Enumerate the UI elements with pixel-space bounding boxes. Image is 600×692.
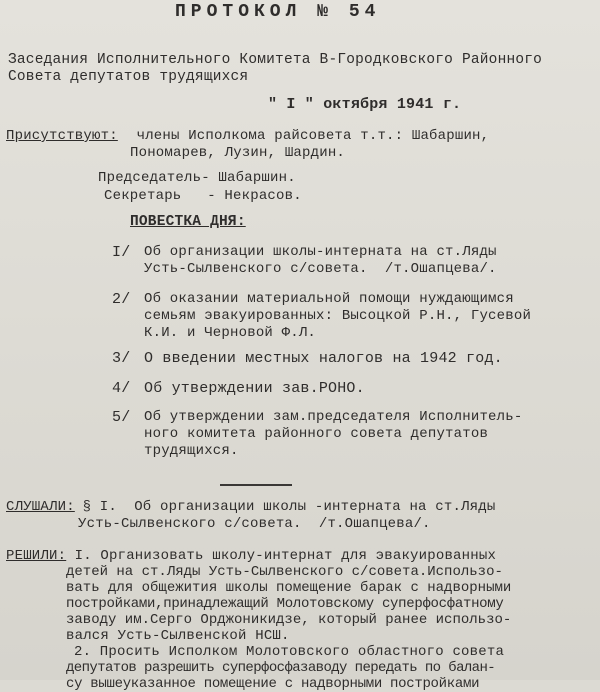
- secretary: Секретарь - Некрасов.: [104, 188, 302, 204]
- decided-line-6: вался Усть-Сылвенской НСШ.: [66, 628, 290, 644]
- agenda-item-2-line-3: К.И. и Черновой Ф.Л.: [144, 325, 317, 341]
- agenda-item-5-num: 5/: [112, 409, 131, 426]
- chairman: Председатель- Шабаршин.: [98, 170, 296, 186]
- attendance-line-1: члены Исполкома райсовета т.т.: Шабаршин,: [128, 128, 490, 144]
- protocol-title: ПРОТОКОЛ № 54: [175, 2, 381, 22]
- agenda-item-5-line-3: трудящихся.: [144, 443, 239, 459]
- decided-line-1: I. Организовать школу-интернат для эвакуированных: [66, 548, 497, 564]
- agenda-item-3-num: 3/: [112, 350, 131, 367]
- agenda-item-1-num: I/: [112, 244, 131, 261]
- decided-line-8: депутатов разрешить суперфосфазаводу передать по балан-: [66, 660, 496, 676]
- agenda-item-4-line-1: Об утверждении зав.РОНО.: [144, 380, 365, 397]
- heard-label: СЛУШАЛИ:: [6, 499, 75, 515]
- attendance-label: Присутствуют:: [6, 128, 118, 144]
- agenda-item-3-line-1: О введении местных налогов на 1942 год.: [144, 350, 503, 367]
- section-divider: [220, 484, 292, 486]
- meeting-date: " I " октября 1941 г.: [268, 96, 462, 113]
- decided-label: РЕШИЛИ:: [6, 548, 67, 564]
- decided-line-3: вать для общежития школы помещение барак с надворными: [66, 580, 512, 596]
- agenda-item-2-num: 2/: [112, 291, 131, 308]
- agenda-item-2-line-1: Об оказании материальной помощи нуждающимся: [144, 291, 514, 307]
- heard-line-1: § I. Об организации школы -интерната на ст.Ляды: [74, 499, 496, 515]
- agenda-item-1-line-1: Об организации школы-интерната на ст.Ляды: [144, 244, 497, 260]
- attendance-line-2: Пономарев, Лузин, Шардин.: [130, 145, 346, 161]
- subtitle-line-1: Заседания Исполнительного Комитета В-Городковского Районного: [8, 52, 543, 68]
- agenda-item-1-line-2: Усть-Сылвенского с/совета. /т.Ошапцева/.: [144, 261, 497, 277]
- agenda-item-4-num: 4/: [112, 380, 131, 397]
- subtitle-line-2: Совета депутатов трудящихся: [8, 69, 249, 85]
- decided-line-9: су вышеуказанное помещение с надворными постройками: [66, 676, 480, 692]
- agenda-item-5-line-2: ного комитета районного совета депутатов: [144, 426, 489, 442]
- heard-line-2: Усть-Сылвенского с/совета. /т.Ошапцева/.: [78, 516, 431, 532]
- decided-line-4: постройками,принадлежащий Молотовскому суперфосфатному: [66, 596, 504, 612]
- decided-line-2: детей на ст.Ляды Усть-Сылвенского с/совета.Использо-: [66, 564, 503, 580]
- agenda-label: ПОВЕСТКА ДНЯ:: [130, 214, 246, 230]
- decided-line-5: заводу им.Серго Орджоникидзе, который ранее использо-: [66, 612, 512, 628]
- decided-line-7: 2. Просить Исполком Молотовского областного совета: [74, 644, 505, 660]
- agenda-item-5-line-1: Об утверждении зам.председателя Исполнитель-: [144, 409, 523, 425]
- agenda-item-2-line-2: семьям эвакуированных: Высоцкой Р.Н., Гусевой: [144, 308, 532, 324]
